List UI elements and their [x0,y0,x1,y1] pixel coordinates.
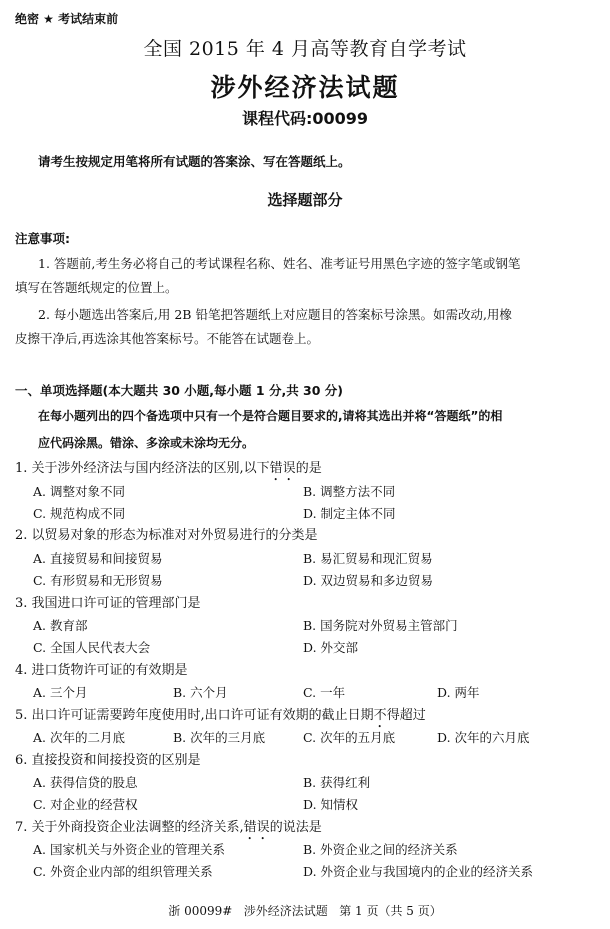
question-4-option-c: C. 一年 [303,685,346,700]
emphasis-text: 错误 [243,820,270,835]
question-2-option-c: C. 有形贸易和无形贸易 [33,573,163,588]
secret-mark: 绝密 ★ 考试结束前 [15,12,119,26]
question-3-option-a: A. 教育部 [33,618,88,633]
stem-text: 5. 出口许可证需要跨年度使用时,出口许可证有效期的截止日期 [15,708,374,723]
question-2-option-b: B. 易汇贸易和现汇贸易 [303,551,433,566]
exam-title: 全国 2015 年 4 月高等教育自学考试 [143,38,467,60]
question-6-option-b: B. 获得红利 [303,775,371,790]
subject-title: 涉外经济法试题 [210,73,400,102]
question-2-option-d: D. 双边贸易和多边贸易 [303,573,434,588]
question-6-stem: 6. 直接投资和间接投资的区别是 [15,753,201,768]
question-6-option-a: A. 获得信贷的股息 [33,775,138,790]
question-7-option-a: A. 国家机关与外资企业的管理关系 [33,842,225,857]
question-2-stem: 2. 以贸易对象的形态为标准对对外贸易进行的分类是 [15,528,318,543]
question-1-option-c: C. 规范构成不同 [33,506,126,521]
emphasis-text: 错误 [269,461,296,476]
part1-heading: 一、单项选择题(本大题共 30 小题,每小题 1 分,共 30 分) [15,383,344,398]
question-4-option-d: D. 两年 [437,685,480,700]
instruction: 请考生按规定用笔将所有试题的答案涂、写在答题纸上。 [38,154,351,169]
note-2-line-2: 皮擦干净后,再选涂其他答案标号。不能答在试题卷上。 [15,331,319,346]
question-1-option-a: A. 调整对象不同 [33,484,125,499]
question-2-option-a: A. 直接贸易和间接贸易 [33,551,163,566]
stem-text: 得超过 [386,708,426,723]
question-7-stem [15,820,322,843]
question-3-option-d: D. 外交部 [303,640,359,655]
question-5-stem [15,708,426,731]
stem-text: 的说法是 [269,820,322,835]
question-3-option-c: C. 全国人民代表大会 [33,640,151,655]
page-footer: 浙 00099# 涉外经济法试题 第 1 页（共 5 页） [168,904,442,918]
question-5-option-c: C. 次年的五月底 [303,730,396,745]
stem-text: 7. 关于外商投资企业法调整的经济关系, [15,820,244,835]
question-1-option-b: B. 调整方法不同 [303,484,396,499]
part1-instruction-line-1: 在每小题列出的四个备选项中只有一个是符合题目要求的,请将其选出并将“答题纸”的相 [38,409,503,423]
question-5-option-a: A. 次年的二月底 [33,730,125,745]
part1-instruction-line-2: 应代码涂黑。错涂、多涂或未涂均无分。 [38,436,255,450]
question-4-option-b: B. 六个月 [173,685,228,700]
question-4-stem: 4. 进口货物许可证的有效期是 [15,663,188,678]
question-5-option-b: B. 次年的三月底 [173,730,266,745]
question-7-option-c: C. 外资企业内部的组织管理关系 [33,864,213,879]
note-1-line-1: 1. 答题前,考生务必将自己的考试课程名称、姓名、准考证号用黑色字迹的签字笔或钢笔 [38,256,521,271]
stem-text: 1. 关于涉外经济法与国内经济法的区别,以下 [15,461,270,476]
question-1-stem [15,461,322,484]
question-7-option-b: B. 外资企业之间的经济关系 [303,842,458,857]
question-6-option-c: C. 对企业的经营权 [33,797,138,812]
note-2-line-1: 2. 每小题选出答案后,用 2B 铅笔把答题纸上对应题目的答案标号涂黑。如需改动,用橡 [38,307,512,322]
course-code: 课程代码:00099 [241,109,369,128]
question-6-option-d: D. 知情权 [303,797,359,812]
question-3-option-b: B. 国务院对外贸易主管部门 [303,618,458,633]
emphasis-text: 不 [373,708,387,723]
note-1-line-2: 填写在答题纸规定的位置上。 [15,280,178,295]
question-3-stem: 3. 我国进口许可证的管理部门是 [15,596,201,611]
question-5-option-d: D. 次年的六月底 [437,730,530,745]
notes-heading: 注意事项: [15,231,70,246]
section-title: 选择题部分 [267,191,343,209]
question-1-option-d: D. 制定主体不同 [303,506,396,521]
question-7-option-d: D. 外资企业与我国境内的企业的经济关系 [303,864,534,879]
stem-text: 的是 [295,461,322,476]
question-4-option-a: A. 三个月 [33,685,88,700]
